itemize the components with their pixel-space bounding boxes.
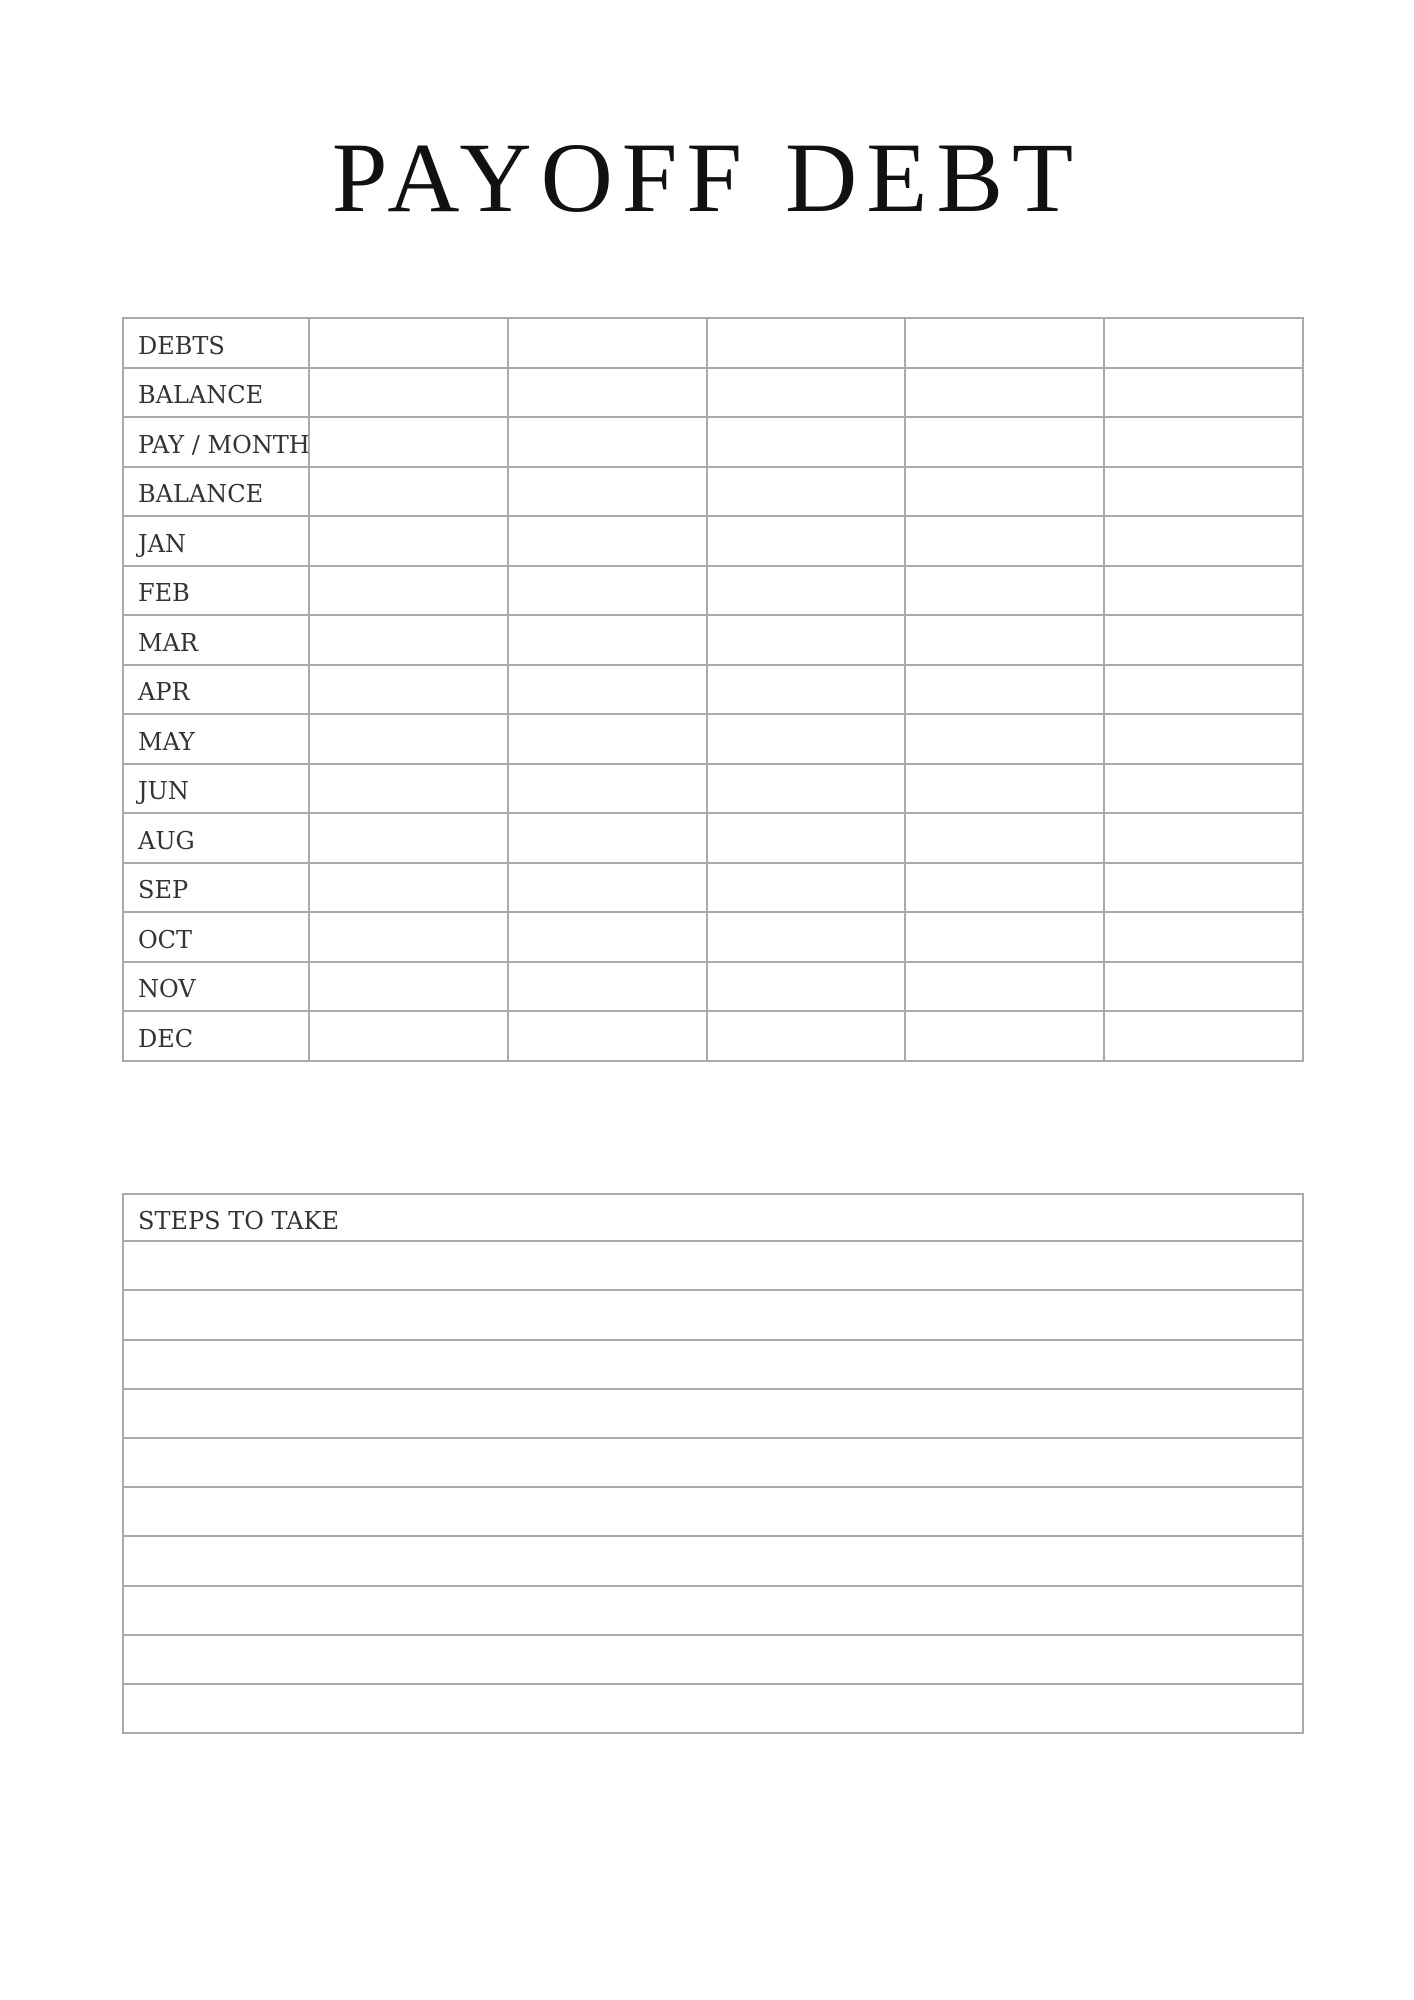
entry-cell[interactable] (1104, 417, 1303, 467)
entry-cell[interactable] (309, 417, 508, 467)
entry-cell[interactable] (905, 467, 1104, 517)
row-label: NOV (123, 962, 309, 1012)
entry-cell[interactable] (309, 912, 508, 962)
page-title: PAYOFF DEBT (331, 122, 1083, 233)
step-row (123, 1340, 1303, 1389)
entry-cell[interactable] (309, 764, 508, 814)
entry-cell[interactable] (508, 467, 707, 517)
entry-cell[interactable] (1104, 516, 1303, 566)
entry-cell[interactable] (508, 863, 707, 913)
entry-cell[interactable] (707, 863, 906, 913)
entry-cell[interactable] (508, 764, 707, 814)
entry-cell[interactable] (309, 516, 508, 566)
table-row (123, 665, 1303, 715)
table-row (123, 1011, 1303, 1061)
entry-cell[interactable] (309, 665, 508, 715)
table-row (123, 417, 1303, 467)
step-entry-line[interactable] (123, 1586, 1303, 1635)
step-entry-line[interactable] (123, 1438, 1303, 1487)
entry-cell[interactable] (707, 615, 906, 665)
step-row (123, 1389, 1303, 1438)
table-row (123, 714, 1303, 764)
entry-cell[interactable] (508, 368, 707, 418)
step-entry-line[interactable] (123, 1389, 1303, 1438)
entry-cell[interactable] (905, 912, 1104, 962)
entry-cell[interactable] (508, 1011, 707, 1061)
step-row (123, 1586, 1303, 1635)
row-label: PAY / MONTH (123, 417, 309, 467)
step-row (123, 1487, 1303, 1536)
table-row (123, 813, 1303, 863)
step-entry-line[interactable] (123, 1290, 1303, 1339)
step-entry-line[interactable] (123, 1536, 1303, 1585)
entry-cell[interactable] (707, 764, 906, 814)
table-row (123, 516, 1303, 566)
entry-cell[interactable] (1104, 318, 1303, 368)
step-row (123, 1684, 1303, 1733)
entry-cell[interactable] (905, 764, 1104, 814)
step-entry-line[interactable] (123, 1684, 1303, 1733)
steps-header: STEPS TO TAKE (123, 1194, 1303, 1241)
table-row (123, 863, 1303, 913)
entry-cell[interactable] (905, 368, 1104, 418)
entry-cell[interactable] (905, 566, 1104, 616)
step-row (123, 1536, 1303, 1585)
entry-cell[interactable] (1104, 863, 1303, 913)
entry-cell[interactable] (1104, 665, 1303, 715)
row-label: AUG (123, 813, 309, 863)
entry-cell[interactable] (707, 318, 906, 368)
entry-cell[interactable] (905, 417, 1104, 467)
entry-cell[interactable] (309, 714, 508, 764)
entry-cell[interactable] (1104, 467, 1303, 517)
table-row (123, 318, 1303, 368)
row-label: OCT (123, 912, 309, 962)
entry-cell[interactable] (1104, 1011, 1303, 1061)
entry-cell[interactable] (905, 1011, 1104, 1061)
step-row (123, 1635, 1303, 1684)
row-label: MAR (123, 615, 309, 665)
step-row (123, 1438, 1303, 1487)
entry-cell[interactable] (905, 615, 1104, 665)
steps-header-row (123, 1194, 1303, 1241)
entry-cell[interactable] (508, 813, 707, 863)
debt-table (122, 317, 1304, 1062)
row-label: BALANCE (123, 467, 309, 517)
row-label: DEC (123, 1011, 309, 1061)
entry-cell[interactable] (508, 417, 707, 467)
row-label: BALANCE (123, 368, 309, 418)
entry-cell[interactable] (309, 318, 508, 368)
entry-cell[interactable] (1104, 714, 1303, 764)
entry-cell[interactable] (1104, 368, 1303, 418)
entry-cell[interactable] (508, 516, 707, 566)
step-entry-line[interactable] (123, 1340, 1303, 1389)
step-entry-line[interactable] (123, 1635, 1303, 1684)
entry-cell[interactable] (707, 714, 906, 764)
entry-cell[interactable] (508, 912, 707, 962)
entry-cell[interactable] (309, 566, 508, 616)
step-entry-line[interactable] (123, 1241, 1303, 1290)
entry-cell[interactable] (309, 467, 508, 517)
entry-cell[interactable] (309, 863, 508, 913)
entry-cell[interactable] (905, 318, 1104, 368)
table-row (123, 467, 1303, 517)
step-entry-line[interactable] (123, 1487, 1303, 1536)
table-row (123, 368, 1303, 418)
step-row (123, 1241, 1303, 1290)
entry-cell[interactable] (508, 665, 707, 715)
entry-cell[interactable] (905, 714, 1104, 764)
entry-cell[interactable] (508, 318, 707, 368)
row-label: JUN (123, 764, 309, 814)
entry-cell[interactable] (707, 368, 906, 418)
entry-cell[interactable] (1104, 912, 1303, 962)
row-label: APR (123, 665, 309, 715)
entry-cell[interactable] (309, 962, 508, 1012)
entry-cell[interactable] (1104, 566, 1303, 616)
entry-cell[interactable] (707, 912, 906, 962)
entry-cell[interactable] (508, 714, 707, 764)
entry-cell[interactable] (309, 368, 508, 418)
table-row (123, 615, 1303, 665)
entry-cell[interactable] (905, 665, 1104, 715)
row-label: FEB (123, 566, 309, 616)
step-row (123, 1290, 1303, 1339)
table-row (123, 566, 1303, 616)
entry-cell[interactable] (707, 1011, 906, 1061)
table-row (123, 962, 1303, 1012)
entry-cell[interactable] (309, 1011, 508, 1061)
entry-cell[interactable] (707, 566, 906, 616)
row-label: SEP (123, 863, 309, 913)
entry-cell[interactable] (1104, 962, 1303, 1012)
entry-cell[interactable] (905, 813, 1104, 863)
table-row (123, 912, 1303, 962)
entry-cell[interactable] (905, 863, 1104, 913)
entry-cell[interactable] (1104, 813, 1303, 863)
entry-cell[interactable] (1104, 764, 1303, 814)
entry-cell[interactable] (905, 962, 1104, 1012)
entry-cell[interactable] (508, 566, 707, 616)
steps-table (122, 1193, 1304, 1734)
entry-cell[interactable] (1104, 615, 1303, 665)
row-label: DEBTS (123, 318, 309, 368)
entry-cell[interactable] (707, 962, 906, 1012)
entry-cell[interactable] (309, 615, 508, 665)
entry-cell[interactable] (707, 665, 906, 715)
entry-cell[interactable] (309, 813, 508, 863)
entry-cell[interactable] (508, 615, 707, 665)
entry-cell[interactable] (905, 516, 1104, 566)
entry-cell[interactable] (508, 962, 707, 1012)
entry-cell[interactable] (707, 813, 906, 863)
entry-cell[interactable] (707, 417, 906, 467)
entry-cell[interactable] (707, 516, 906, 566)
row-label: JAN (123, 516, 309, 566)
entry-cell[interactable] (707, 467, 906, 517)
row-label: MAY (123, 714, 309, 764)
table-row (123, 764, 1303, 814)
